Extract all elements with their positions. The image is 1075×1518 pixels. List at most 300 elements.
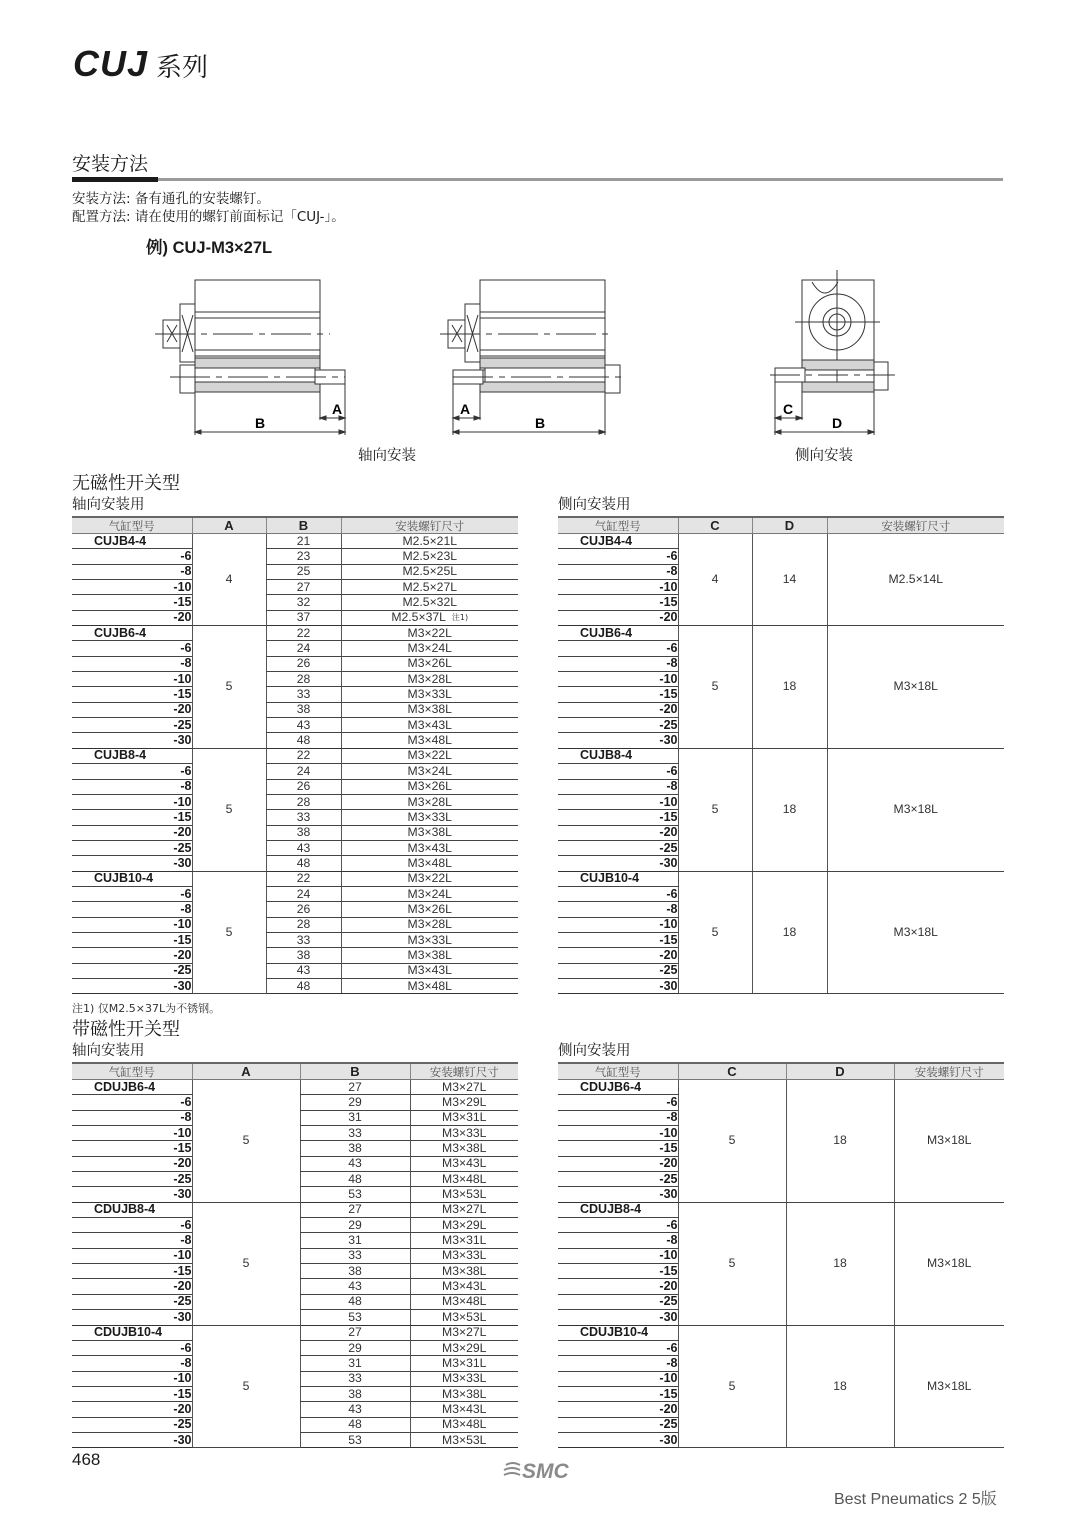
screw-size-text: M3×48L xyxy=(442,1171,487,1186)
table-row xyxy=(558,748,1004,763)
screw-size-cell xyxy=(341,978,518,993)
screw-size-text: M3×28L xyxy=(407,671,452,686)
section-rule xyxy=(158,178,1003,181)
model-cell: CDUJB6-4 xyxy=(72,1080,192,1095)
dim-b-cell: 33 xyxy=(266,932,341,947)
stroke-cell: -10 xyxy=(72,794,192,809)
model-cell: CUJB6-4 xyxy=(558,626,678,641)
dim-b-cell: 43 xyxy=(266,718,341,733)
stroke-cell: -20 xyxy=(558,1279,678,1294)
stroke-cell: -20 xyxy=(558,1402,678,1417)
dim-b-cell: 43 xyxy=(266,840,341,855)
screw-size-text: M3×53L xyxy=(442,1309,487,1324)
model-cell: CUJB8-4 xyxy=(72,748,192,763)
screw-size-text: M3×31L xyxy=(442,1355,487,1370)
screw-size-text: M3×24L xyxy=(407,763,452,778)
stroke-cell: -8 xyxy=(72,1110,192,1125)
table-row xyxy=(72,595,518,610)
dim-b-cell: 26 xyxy=(266,656,341,671)
stroke-cell: -30 xyxy=(558,1432,678,1447)
table-row xyxy=(72,840,518,855)
screw-size-cell xyxy=(341,595,518,610)
column-header: B xyxy=(266,517,341,534)
ordering-method-text: 配置方法: 请在使用的螺钉前面标记「CUJ-」。 xyxy=(72,209,345,225)
smc-logo xyxy=(502,1457,578,1487)
stroke-cell: -20 xyxy=(72,948,192,963)
dim-b-cell: 48 xyxy=(266,856,341,871)
column-header: C xyxy=(678,517,752,534)
stroke-cell: -20 xyxy=(558,1156,678,1171)
table-row xyxy=(72,733,518,748)
dim-b-cell: 48 xyxy=(300,1172,410,1187)
stroke-cell: -6 xyxy=(72,764,192,779)
column-header: D xyxy=(752,517,827,534)
screw-size-text: M3×43L xyxy=(407,840,452,855)
screw-size-text: M3×53L xyxy=(442,1432,487,1447)
stroke-cell: -6 xyxy=(558,549,678,564)
screw-size-cell: M3×18L xyxy=(894,1080,1004,1203)
column-header: B xyxy=(300,1063,410,1080)
mounting-method-text: 安装方法: 备有通孔的安装螺钉。 xyxy=(72,191,270,207)
model-cell: CUJB8-4 xyxy=(558,748,678,763)
non-magnetic-side-subtitle: 侧向安装用 xyxy=(558,497,631,513)
table-row xyxy=(72,794,518,809)
dim-b-cell: 28 xyxy=(266,672,341,687)
screw-size-text: M3×24L xyxy=(407,641,452,656)
stroke-cell: -8 xyxy=(558,564,678,579)
mounting-diagrams xyxy=(0,270,1075,470)
stroke-cell: -15 xyxy=(72,810,192,825)
screw-size-cell xyxy=(341,779,518,794)
stroke-cell: -10 xyxy=(72,672,192,687)
column-header: A xyxy=(192,1063,300,1080)
dim-b-cell: 28 xyxy=(266,917,341,932)
dim-b-cell: 27 xyxy=(300,1325,410,1340)
screw-size-text: M3×48L xyxy=(407,855,452,870)
stroke-cell: -10 xyxy=(558,917,678,932)
stroke-cell: -30 xyxy=(72,733,192,748)
stroke-cell: -15 xyxy=(558,687,678,702)
table-row xyxy=(72,626,518,641)
screw-size-cell xyxy=(341,902,518,917)
dim-b-cell: 38 xyxy=(266,825,341,840)
stroke-cell: -25 xyxy=(558,1294,678,1309)
column-header: 气缸型号 xyxy=(558,1063,678,1080)
screw-size-cell xyxy=(410,1356,518,1371)
table-row xyxy=(72,917,518,932)
table-row xyxy=(558,626,1004,641)
screw-size-cell xyxy=(341,549,518,564)
stroke-cell: -20 xyxy=(72,1156,192,1171)
table-row xyxy=(72,1325,518,1340)
screw-size-text: M3×33L xyxy=(442,1125,487,1140)
column-header: 安装螺钉尺寸 xyxy=(410,1063,518,1080)
table-row xyxy=(72,978,518,993)
table-row xyxy=(72,534,518,549)
screw-size-cell xyxy=(341,963,518,978)
dim-c-cell: 5 xyxy=(678,1080,786,1203)
screw-size-cell: M3×22L xyxy=(341,748,518,763)
table-row xyxy=(72,871,518,886)
dim-label-a-right: A xyxy=(460,401,471,417)
model-cell: CDUJB6-4 xyxy=(558,1080,678,1095)
dim-b-cell: 32 xyxy=(266,595,341,610)
screw-size-text: M3×53L xyxy=(442,1187,487,1202)
stroke-cell: -15 xyxy=(558,810,678,825)
table-row xyxy=(558,1080,1004,1095)
stroke-cell: -30 xyxy=(72,856,192,871)
note-marker: 注1) xyxy=(451,613,469,623)
smc-logo-icon xyxy=(502,1457,578,1483)
table-header-row xyxy=(558,517,1004,534)
table-row xyxy=(72,856,518,871)
screw-size-cell xyxy=(341,610,518,625)
model-cell: CUJB6-4 xyxy=(72,626,192,641)
column-header: 气缸型号 xyxy=(72,517,192,534)
column-header: C xyxy=(678,1063,786,1080)
screw-size-cell xyxy=(341,932,518,947)
table-row xyxy=(72,886,518,901)
screw-size-text: M3×48L xyxy=(442,1294,487,1309)
stroke-cell: -25 xyxy=(558,840,678,855)
stroke-cell: -10 xyxy=(72,1126,192,1141)
screw-size-text: M3×33L xyxy=(442,1371,487,1386)
column-header: D xyxy=(786,1063,894,1080)
dim-b-cell: 28 xyxy=(266,794,341,809)
side-mount-caption: 侧向安装 xyxy=(795,448,853,464)
stroke-cell: -10 xyxy=(558,672,678,687)
stroke-cell: -6 xyxy=(558,1095,678,1110)
dim-a-cell: 5 xyxy=(192,1325,300,1448)
stroke-cell: -6 xyxy=(72,886,192,901)
dim-b-cell: 21 xyxy=(266,534,341,549)
dim-b-cell: 33 xyxy=(266,810,341,825)
stroke-cell: -15 xyxy=(72,595,192,610)
stroke-cell: -10 xyxy=(558,580,678,595)
stroke-cell: -15 xyxy=(558,1264,678,1279)
screw-size-cell xyxy=(341,733,518,748)
stroke-cell: -6 xyxy=(72,1340,192,1355)
screw-size-cell xyxy=(341,840,518,855)
stroke-cell: -25 xyxy=(72,1294,192,1309)
table-row xyxy=(72,672,518,687)
screw-size-text: M2.5×27L xyxy=(402,579,458,594)
table-row xyxy=(72,810,518,825)
table-row xyxy=(72,549,518,564)
non-magnetic-axial-subtitle: 轴向安装用 xyxy=(72,497,145,513)
stroke-cell: -30 xyxy=(558,856,678,871)
screw-size-text: M3×29L xyxy=(442,1217,487,1232)
series-code: CUJ xyxy=(73,43,149,84)
dim-b-cell: 33 xyxy=(300,1371,410,1386)
model-cell: CUJB10-4 xyxy=(558,871,678,886)
magnetic-side-subtitle: 侧向安装用 xyxy=(558,1043,631,1059)
stroke-cell: -10 xyxy=(72,1371,192,1386)
screw-size-cell xyxy=(341,564,518,579)
table-row xyxy=(72,748,518,763)
stroke-cell: -8 xyxy=(72,564,192,579)
screw-size-text: M3×38L xyxy=(407,702,452,717)
dim-c-cell: 5 xyxy=(678,1202,786,1325)
dim-label-a-left: A xyxy=(332,401,343,417)
stroke-cell: -8 xyxy=(558,902,678,917)
model-cell: CUJB4-4 xyxy=(558,534,678,549)
stroke-cell: -25 xyxy=(558,963,678,978)
table-header-row xyxy=(72,1063,518,1080)
stroke-cell: -25 xyxy=(72,963,192,978)
table-row xyxy=(558,871,1004,886)
dim-d-cell: 14 xyxy=(752,534,827,626)
screw-size-cell xyxy=(410,1218,518,1233)
screw-size-cell: M3×18L xyxy=(827,748,1004,871)
dim-b-cell: 24 xyxy=(266,641,341,656)
screw-size-cell xyxy=(341,917,518,932)
stroke-cell: -6 xyxy=(72,641,192,656)
screw-size-cell xyxy=(410,1156,518,1171)
column-header: 气缸型号 xyxy=(558,517,678,534)
model-cell: CDUJB10-4 xyxy=(72,1325,192,1340)
screw-size-text: M3×24L xyxy=(407,886,452,901)
screw-size-cell xyxy=(410,1417,518,1432)
dim-b-cell: 26 xyxy=(266,902,341,917)
magnetic-axial-subtitle: 轴向安装用 xyxy=(72,1043,145,1059)
stroke-cell: -25 xyxy=(558,1417,678,1432)
screw-size-text: M3×29L xyxy=(442,1095,487,1110)
screw-size-text: M3×38L xyxy=(407,947,452,962)
screw-size-cell xyxy=(410,1095,518,1110)
table-row xyxy=(558,1202,1004,1217)
dim-a-cell: 5 xyxy=(192,748,266,871)
stroke-cell: -10 xyxy=(558,1371,678,1386)
screw-size-cell xyxy=(410,1432,518,1447)
screw-size-cell: M3×22L xyxy=(341,871,518,886)
screw-size-text: M3×33L xyxy=(442,1248,487,1263)
dim-b-cell: 43 xyxy=(300,1402,410,1417)
stroke-cell: -6 xyxy=(558,1340,678,1355)
screw-size-text: M2.5×23L xyxy=(402,549,458,564)
screw-size-text: M3×43L xyxy=(407,717,452,732)
dim-b-cell: 24 xyxy=(266,886,341,901)
screw-size-cell xyxy=(410,1233,518,1248)
stroke-cell: -20 xyxy=(72,1402,192,1417)
dim-b-cell: 22 xyxy=(266,626,341,641)
dim-a-cell: 5 xyxy=(192,1202,300,1325)
stroke-cell: -15 xyxy=(558,1386,678,1401)
stroke-cell: -8 xyxy=(72,902,192,917)
table-row xyxy=(72,1202,518,1217)
dim-b-cell: 38 xyxy=(300,1264,410,1279)
table-row xyxy=(72,764,518,779)
stroke-cell: -15 xyxy=(558,1141,678,1156)
dim-b-cell: 43 xyxy=(300,1156,410,1171)
table-row xyxy=(72,687,518,702)
table-row xyxy=(72,641,518,656)
model-cell: CDUJB8-4 xyxy=(558,1202,678,1217)
stroke-cell: -6 xyxy=(558,886,678,901)
stroke-cell: -25 xyxy=(72,840,192,855)
dim-a-cell: 5 xyxy=(192,626,266,749)
table-row xyxy=(72,902,518,917)
stroke-cell: -6 xyxy=(558,641,678,656)
dim-b-cell: 33 xyxy=(300,1126,410,1141)
edition-text: Best Pneumatics 2 5版 xyxy=(834,1491,997,1508)
dim-b-cell: 29 xyxy=(300,1340,410,1355)
screw-size-cell xyxy=(341,886,518,901)
dim-a-cell: 4 xyxy=(192,534,266,626)
dim-label-b-right: B xyxy=(535,415,546,431)
footnote: 注1) 仅M2.5×37L为不锈钢。 xyxy=(72,1002,221,1015)
stroke-cell: -25 xyxy=(72,1172,192,1187)
dim-b-cell: 23 xyxy=(266,549,341,564)
screw-size-text: M3×33L xyxy=(407,932,452,947)
axial-diagram-left xyxy=(155,280,345,435)
column-header: 安装螺钉尺寸 xyxy=(827,517,1004,534)
stroke-cell: -20 xyxy=(72,1279,192,1294)
screw-size-text: M3×43L xyxy=(442,1401,487,1416)
stroke-cell: -25 xyxy=(558,1172,678,1187)
dim-b-cell: 53 xyxy=(300,1432,410,1447)
column-header: 气缸型号 xyxy=(72,1063,192,1080)
screw-size-cell xyxy=(410,1371,518,1386)
screw-size-text: M3×38L xyxy=(442,1386,487,1401)
screw-size-text: M2.5×37L xyxy=(391,610,446,625)
screw-size-cell xyxy=(410,1340,518,1355)
stroke-cell: -20 xyxy=(72,610,192,625)
non-magnetic-axial-table xyxy=(72,516,518,994)
dim-b-cell: 26 xyxy=(266,779,341,794)
screw-size-cell xyxy=(410,1110,518,1125)
dim-b-cell: 22 xyxy=(266,871,341,886)
dim-b-cell: 27 xyxy=(300,1202,410,1217)
dim-b-cell: 27 xyxy=(300,1080,410,1095)
stroke-cell: -15 xyxy=(558,595,678,610)
stroke-cell: -6 xyxy=(72,549,192,564)
screw-size-text: M3×28L xyxy=(407,917,452,932)
screw-size-cell xyxy=(341,794,518,809)
screw-size-cell: M3×27L xyxy=(410,1325,518,1340)
screw-size-text: M3×43L xyxy=(442,1279,487,1294)
stroke-cell: -8 xyxy=(72,656,192,671)
screw-size-text: M3×38L xyxy=(442,1263,487,1278)
dim-c-cell: 5 xyxy=(678,1325,786,1448)
screw-size-text: M3×33L xyxy=(407,809,452,824)
screw-size-cell: M2.5×14L xyxy=(827,534,1004,626)
screw-size-cell xyxy=(410,1187,518,1202)
screw-size-text: M3×43L xyxy=(442,1156,487,1171)
dim-d-cell: 18 xyxy=(752,626,827,749)
screw-size-cell: M2.5×21L xyxy=(341,534,518,549)
stroke-cell: -30 xyxy=(72,978,192,993)
dim-b-cell: 48 xyxy=(300,1417,410,1432)
column-header: 安装螺钉尺寸 xyxy=(341,517,518,534)
table-row xyxy=(72,610,518,625)
screw-size-cell xyxy=(410,1126,518,1141)
dim-b-cell: 22 xyxy=(266,748,341,763)
screw-size-text: M3×31L xyxy=(442,1110,487,1125)
section-title: 安装方法 xyxy=(72,153,149,175)
stroke-cell: -20 xyxy=(558,702,678,717)
screw-size-cell xyxy=(341,702,518,717)
dim-b-cell: 24 xyxy=(266,764,341,779)
screw-size-text: M3×38L xyxy=(407,825,452,840)
table-row xyxy=(72,948,518,963)
screw-size-cell xyxy=(341,948,518,963)
stroke-cell: -20 xyxy=(72,825,192,840)
screw-size-cell: M3×27L xyxy=(410,1202,518,1217)
screw-size-text: M3×26L xyxy=(407,779,452,794)
stroke-cell: -20 xyxy=(558,610,678,625)
stroke-cell: -10 xyxy=(558,1126,678,1141)
stroke-cell: -6 xyxy=(558,764,678,779)
screw-size-cell xyxy=(341,764,518,779)
table-row xyxy=(72,932,518,947)
table-row xyxy=(72,702,518,717)
stroke-cell: -15 xyxy=(72,1386,192,1401)
dim-a-cell: 5 xyxy=(192,871,266,994)
screw-size-cell xyxy=(410,1294,518,1309)
screw-size-text: M3×29L xyxy=(442,1340,487,1355)
stroke-cell: -8 xyxy=(72,779,192,794)
stroke-cell: -10 xyxy=(558,794,678,809)
screw-size-text: M2.5×25L xyxy=(402,564,458,579)
column-header: A xyxy=(192,517,266,534)
dim-b-cell: 38 xyxy=(266,948,341,963)
page-number: 468 xyxy=(72,1450,101,1469)
stroke-cell: -25 xyxy=(558,718,678,733)
table-row xyxy=(72,564,518,579)
magnetic-axial-table xyxy=(72,1062,518,1448)
stroke-cell: -10 xyxy=(72,1248,192,1263)
stroke-cell: -30 xyxy=(558,733,678,748)
table-row xyxy=(72,825,518,840)
screw-size-cell xyxy=(341,641,518,656)
dim-label-d: D xyxy=(832,415,843,431)
magnetic-title: 带磁性开关型 xyxy=(72,1019,180,1040)
example-text: 例) CUJ-M3×27L xyxy=(146,239,273,257)
series-title xyxy=(73,44,208,88)
table-row xyxy=(72,1080,518,1095)
stroke-cell: -15 xyxy=(72,1141,192,1156)
screw-size-cell xyxy=(341,687,518,702)
stroke-cell: -20 xyxy=(558,825,678,840)
dim-b-cell: 48 xyxy=(266,978,341,993)
section-rule-accent xyxy=(72,177,158,182)
logo-text: SMC xyxy=(522,1460,569,1483)
stroke-cell: -15 xyxy=(72,1264,192,1279)
magnetic-side-table xyxy=(558,1062,1004,1448)
dim-label-c: C xyxy=(783,401,794,417)
screw-size-text: M3×33L xyxy=(407,687,452,702)
dim-b-cell: 27 xyxy=(266,580,341,595)
stroke-cell: -10 xyxy=(72,917,192,932)
screw-size-cell xyxy=(341,580,518,595)
screw-size-cell xyxy=(410,1264,518,1279)
screw-size-text: M3×43L xyxy=(407,963,452,978)
table-row xyxy=(72,656,518,671)
stroke-cell: -20 xyxy=(558,948,678,963)
dim-b-cell: 29 xyxy=(300,1218,410,1233)
dim-d-cell: 18 xyxy=(752,871,827,994)
table-header-row xyxy=(72,517,518,534)
stroke-cell: -15 xyxy=(72,687,192,702)
stroke-cell: -6 xyxy=(72,1095,192,1110)
screw-size-cell xyxy=(410,1386,518,1401)
stroke-cell: -30 xyxy=(558,1310,678,1325)
table-row xyxy=(72,963,518,978)
stroke-cell: -8 xyxy=(558,1356,678,1371)
stroke-cell: -8 xyxy=(558,779,678,794)
screw-size-cell: M3×18L xyxy=(827,871,1004,994)
